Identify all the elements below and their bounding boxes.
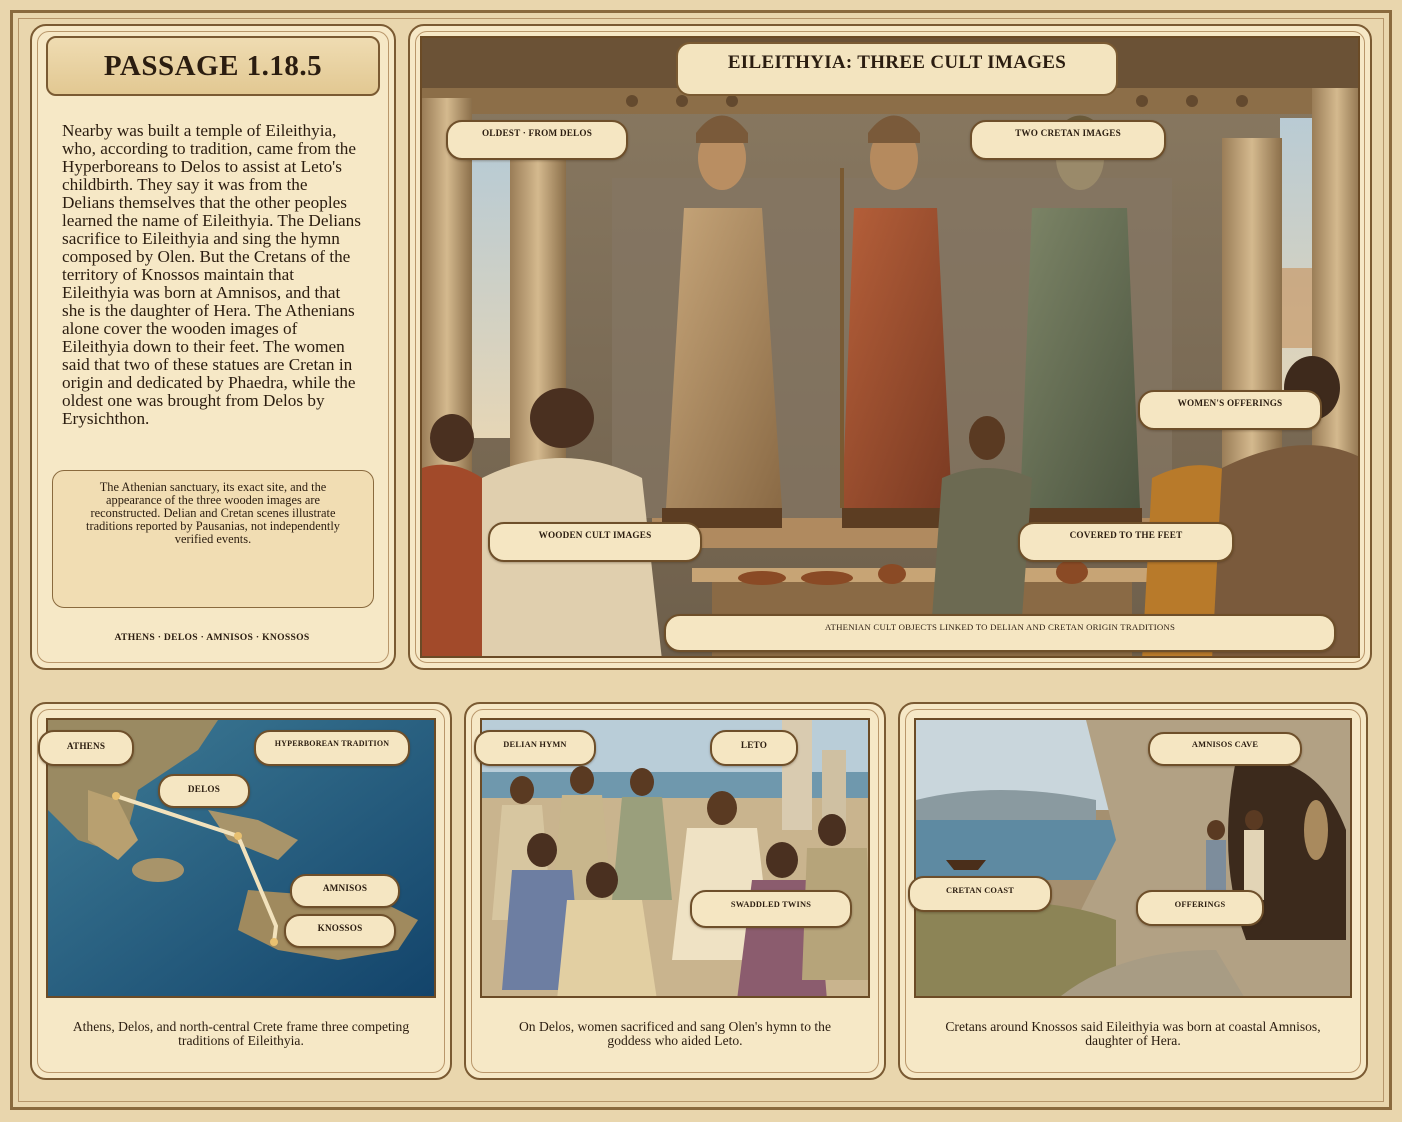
map-label-delos: DELOS bbox=[158, 774, 250, 808]
crete-caption: Cretans around Knossos said Eileithyia was born at coastal Amnisos, daughter of Hera. bbox=[945, 1019, 1321, 1048]
delos-label-leto: LETO bbox=[710, 730, 798, 766]
crete-label-amnisos-cave: AMNISOS CAVE bbox=[1148, 732, 1302, 766]
label-covered-to-feet: COVERED TO THE FEET bbox=[1018, 522, 1234, 562]
map-label-hyperborean-tradition: HYPERBOREAN TRADITION bbox=[254, 730, 410, 766]
label-two-cretan-images: TWO CRETAN IMAGES bbox=[970, 120, 1166, 160]
crete-label-offerings: OFFERINGS bbox=[1136, 890, 1264, 926]
map-label-athens: ATHENS bbox=[38, 730, 134, 766]
map-label-knossos: KNOSSOS bbox=[284, 914, 396, 948]
delos-caption: On Delos, women sacrificed and sang Olen's hymn to the goddess who aided Leto. bbox=[518, 1019, 831, 1048]
map-label-amnisos: AMNISOS bbox=[290, 874, 400, 908]
reconstruction-note: The Athenian sanctuary, its exact site, and the appearance of the three wooden images are reconstructed. Delian and Cretan scenes illustrate traditions reported by Pausanias, not independently verified events. bbox=[52, 470, 374, 608]
label-cult-objects-caption: ATHENIAN CULT OBJECTS LINKED TO DELIAN AND CRETAN ORIGIN TRADITIONS bbox=[664, 614, 1336, 652]
places-list: ATHENS · DELOS · AMNISOS · KNOSSOS bbox=[114, 632, 310, 643]
passage-text: Nearby was built a temple of Eileithyia, who, according to tradition, came from the Hyperboreans to Delos to assist at Leto's childbirth. They say it was from the Delians themselves that the other peoples learned the name of Eileithyia. The Delians sacrifice to Eileithyia and sing the hymn composed by Olen. But the Cretans of the territory of Knossos maintain that Eileithyia was born at Amnisos, and that she is the daughter of Hera. The Athenians alone cover the wooden images of Eileithyia down to their feet. The women said that two of these statues are Cretan in origin and dedicated by Phaedra, while the oldest one was brought from Delos by Erysichthon. bbox=[62, 121, 361, 428]
label-oldest-from-delos: OLDEST · FROM DELOS bbox=[446, 120, 628, 160]
delos-label-delian-hymn: DELIAN HYMN bbox=[474, 730, 596, 766]
label-womens-offerings: WOMEN'S OFFERINGS bbox=[1138, 390, 1322, 430]
main-scene-title: EILEITHYIA: THREE CULT IMAGES bbox=[676, 42, 1118, 96]
map-caption: Athens, Delos, and north-central Crete frame three competing traditions of Eileithyia. bbox=[72, 1019, 410, 1048]
label-wooden-cult-images: WOODEN CULT IMAGES bbox=[488, 522, 702, 562]
passage-title: PASSAGE 1.18.5 bbox=[46, 36, 380, 96]
delos-label-swaddled-twins: SWADDLED TWINS bbox=[690, 890, 852, 928]
crete-label-cretan-coast: CRETAN COAST bbox=[908, 876, 1052, 912]
